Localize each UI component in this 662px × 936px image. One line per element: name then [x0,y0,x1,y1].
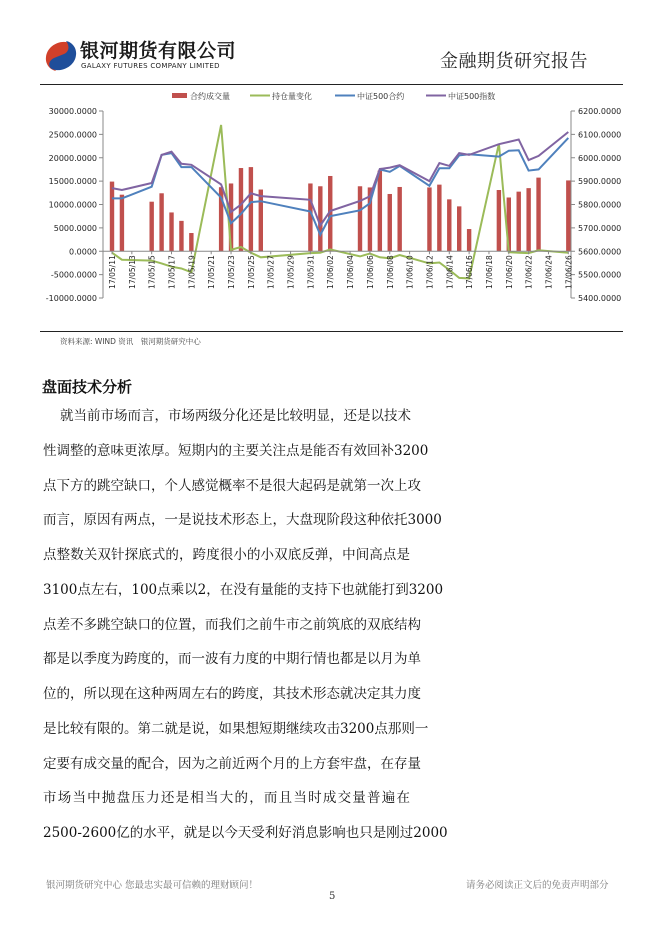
company-name-en: GALAXY FUTURES COMPANY LIMITED [81,62,220,70]
footer-slogan: 银河期货研究中心 您最忠实最可信赖的理财顾问！ [46,880,259,891]
right-tick-label: 5700.0000 [578,223,622,233]
left-tick-label: 25000.0000 [48,130,97,140]
section-heading: 盘面技术分析 [42,378,133,396]
volume-bar [159,193,163,251]
galaxy-logo-icon [44,40,78,72]
x-axis [103,251,573,289]
left-axis [46,107,103,303]
volume-bar [566,180,570,251]
volume-bar [179,221,183,251]
legend-label: 中证500指数 [448,92,496,101]
x-tick-label: 17/06/22 [524,255,534,289]
volume-bar [536,178,540,252]
left-tick-label: 5000.0000 [53,223,97,233]
chart-source: 资料来源: WIND 资讯 银河期货研究中心 [60,337,201,346]
legend-label: 合约成交量 [190,92,230,101]
x-tick-label: 17/05/29 [286,255,296,289]
left-tick-label: 10000.0000 [48,200,97,210]
volume-bar [110,182,114,252]
left-tick-label: -10000.0000 [45,294,97,303]
x-tick-label: 17/05/21 [207,255,217,289]
volume-bar [149,202,153,252]
legend-label: 中证500合约 [357,92,405,101]
x-tick-label: 17/06/04 [346,255,356,289]
body-line: 性调整的意味更浓厚。短期内的主要关注点是能否有效回补3200 [43,442,429,459]
footer-disclaimer: 请务必阅读正文后的免责声明部分 [466,880,609,891]
x-tick-label: 17/05/17 [167,255,177,289]
body-line: 2500-2600亿的水平，就是以今天受利好消息影响也只是刚过2000 [43,825,448,841]
left-tick-label: 15000.0000 [48,177,97,187]
right-axis [571,107,621,303]
left-tick-label: 20000.0000 [48,153,97,163]
legend-swatch-volume [172,93,187,98]
body-line: 3100点左右，100点乘以2，在没有量能的支持下也就能打到3200 [43,581,444,598]
legend-label: 持仓量变化 [272,92,312,101]
volume-bar [239,168,243,251]
x-tick-label: 17/06/08 [385,255,395,289]
right-tick-label: 5600.0000 [578,247,622,257]
x-tick-label: 17/05/11 [108,255,117,289]
x-tick-label: 17/06/16 [465,255,475,289]
body-line: 点整数关双针探底式的，跨度很小的小双底反弹，中间高点是 [43,547,410,563]
volume-bar [437,185,441,252]
x-tick-label: 17/05/27 [266,255,276,289]
x-tick-label: 17/05/23 [227,255,237,289]
x-tick-label: 17/06/10 [405,255,415,289]
volume-bar [358,186,362,251]
volume-bar [467,229,471,251]
volume-bar [189,233,193,251]
volume-bar [259,190,263,252]
volume-bar [120,195,124,252]
body-line: 点差不多跳空缺口的位置，而我们之前牛市之前筑底的双底结构 [43,616,421,633]
volume-chart [0,85,662,331]
volume-bar [497,190,501,251]
right-tick-label: 5900.0000 [578,177,622,187]
company-name-cn: 银河期货有限公司 [80,40,237,62]
volume-bar [517,192,521,252]
left-tick-label: 0.0000 [69,247,97,257]
chart-legend [172,91,495,101]
x-tick-label: 17/05/25 [246,255,256,289]
right-tick-label: 6200.0000 [578,107,622,116]
right-tick-label: 5500.0000 [578,270,622,280]
volume-bar [457,206,461,251]
body-line: 定要有成交量的配合，因为之前近两个月的上方套牢盘，在存量 [43,755,421,772]
right-tick-label: 6100.0000 [578,130,622,140]
report-title: 金融期货研究报告 [440,51,588,72]
right-tick-label: 5400.0000 [578,294,622,303]
x-tick-label: 17/05/15 [147,255,157,289]
body-line: 就当前市场而言，市场两级分化还是比较明显，还是以技术 [60,408,411,424]
volume-bar [447,199,451,251]
body-line: 是比较有限的。第二就是说，如果想短期继续攻击3200点那则一 [43,720,429,737]
volume-bar [249,167,253,251]
left-tick-label: -5000.0000 [50,270,97,280]
volume-bar [388,194,392,251]
volume-bar [397,187,401,251]
x-tick-label: 17/06/06 [365,255,375,289]
body-line: 点下方的跳空缺口，个人感觉概率不是很大起码是就第一次上攻 [43,477,421,494]
x-tick-label: 17/06/20 [504,255,514,289]
body-line: 而言，原因有两点，一是说技术形态上，大盘现阶段这种依托3000 [43,512,442,529]
left-tick-label: 30000.0000 [48,107,97,116]
volume-bar [169,212,173,251]
x-tick-label: 17/06/18 [484,255,494,289]
x-tick-label: 17/05/13 [127,255,137,289]
right-tick-label: 5800.0000 [578,200,622,210]
chart-divider [40,331,623,332]
x-tick-label: 17/06/24 [544,255,554,289]
x-tick-label: 17/05/31 [306,255,316,289]
x-tick-label: 17/05/19 [187,255,197,289]
body-line: 都是以季度为跨度的，而一波有力度的中期行情也都是以月为单 [43,651,421,668]
volume-bar [427,187,431,251]
volume-bar [526,188,530,251]
volume-bar [318,186,322,251]
body-line: 市场当中抛盘压力还是相当大的，而且当时成交量普遍在 [43,790,410,807]
x-tick-label: 17/06/02 [326,255,336,289]
page-number: 5 [329,891,336,902]
volume-bar [378,171,382,252]
body-line: 位的，所以现在这种两周左右的跨度，其技术形态就决定其力度 [43,686,421,702]
x-tick-label: 17/06/14 [445,255,455,289]
x-tick-label: 17/06/26 [564,255,574,289]
right-tick-label: 6000.0000 [578,153,622,163]
x-tick-label: 17/06/12 [425,255,435,289]
